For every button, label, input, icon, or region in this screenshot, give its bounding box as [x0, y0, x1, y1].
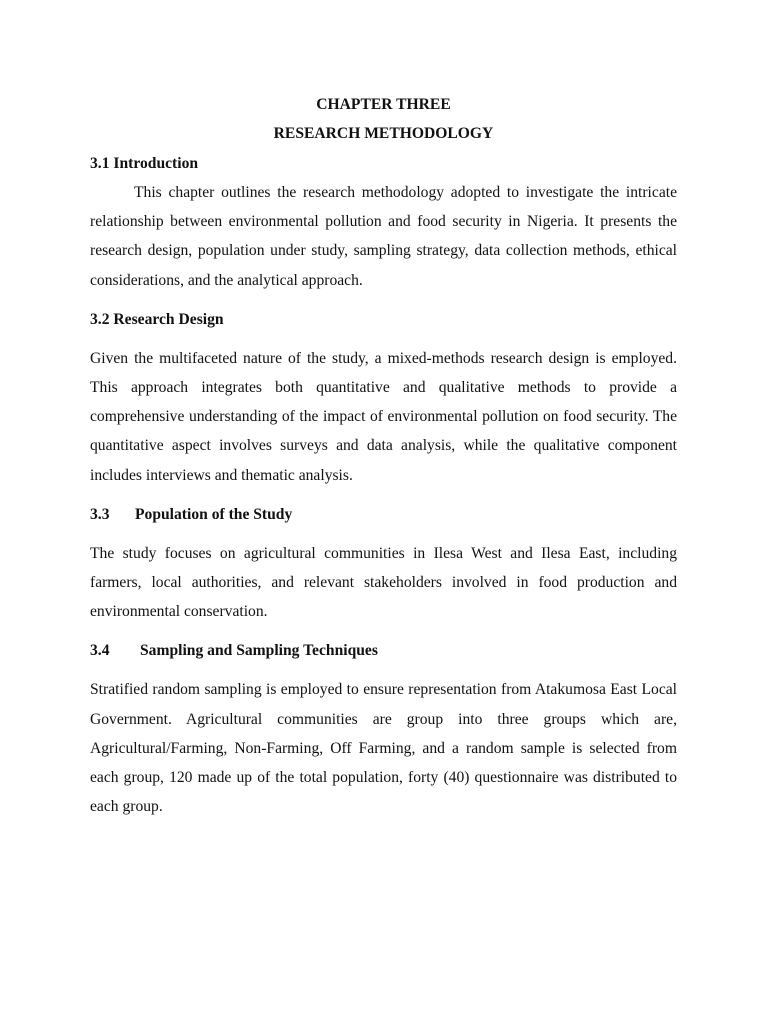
section-body-introduction: This chapter outlines the research methodology adopted to investigate the intricate relationship between environmental pollution and food security in Nigeria. It presents the research design, population under study, sampling strategy, data collection methods, ethical considerations, and the analytical approach.	[90, 184, 677, 289]
section-number: 3.1	[90, 155, 110, 172]
section-heading-population	[90, 500, 677, 529]
section-body-research-design: Given the multifaceted nature of the study, a mixed-methods research design is employed. This approach integrates both quantitative and qualitative methods to provide a comprehensive understanding of the impact of environmental pollution on food security. The quantitative aspect involves surveys and data analysis, while the qualitative component includes interviews and thematic analysis.	[90, 349, 677, 484]
section-heading-introduction	[90, 149, 677, 178]
section-heading-research-design	[90, 305, 677, 334]
section-number: 3.3	[90, 505, 110, 523]
section-title: Sampling and Sampling Techniques	[140, 642, 378, 660]
section-body-population: The study focuses on agricultural communities in Ilesa West and Ilesa East, including farmers, local authorities, and relevant stakeholders involved in food production and environmental conservation.	[90, 544, 677, 621]
section-number: 3.2	[90, 310, 110, 328]
section-title: Population of the Study	[135, 505, 293, 523]
chapter-title: RESEARCH METHODOLOGY	[273, 125, 494, 142]
section-body-sampling: Stratified random sampling is employed to ensure representation from Atakumosa East Local Government. Agricultural communities are group into three groups which are, Agricultural/Farming, Non-Farming, Off Farming, and a random sample is selected from each group, 120 made up of the total population, forty (40) questionnaire was distributed to each group.	[90, 681, 677, 816]
section-number: 3.4	[90, 642, 110, 660]
section-title: Research Design	[113, 310, 224, 328]
chapter-label: CHAPTER THREE	[316, 96, 451, 113]
section-title: Introduction	[113, 155, 199, 172]
section-heading-sampling	[90, 636, 677, 665]
document-page	[90, 90, 677, 821]
